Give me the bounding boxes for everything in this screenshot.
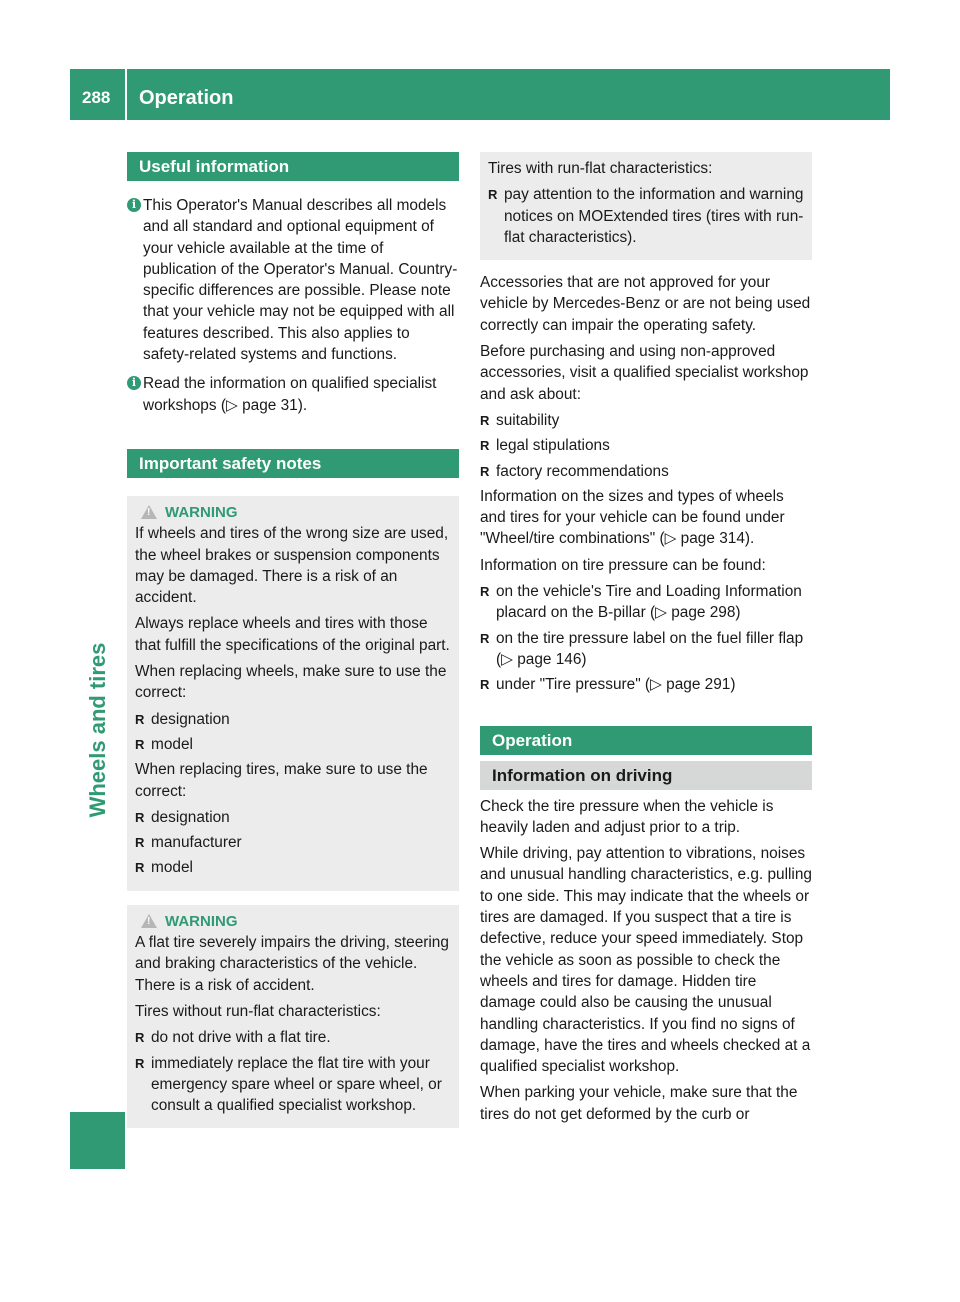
info-icon: i <box>127 376 141 390</box>
side-tab-marker <box>70 1112 125 1169</box>
list-item: R do not drive with a flat tire. <box>135 1027 451 1048</box>
wheel-sizes-paragraph: Information on the sizes and types of wheels and tires for your vehicle can be found under "Wheel/tire combinations" (▷ page 314). <box>480 487 785 548</box>
driving-info-heading: Information on driving <box>480 761 812 790</box>
page-number: 288 <box>82 88 111 107</box>
info-note-2 <box>127 373 459 416</box>
list-item: R model <box>135 857 451 878</box>
header-divider <box>125 69 127 120</box>
warning-label: WARNING <box>165 912 238 930</box>
warning-1-p4: When replacing tires, make sure to use the correct: <box>135 761 428 800</box>
list-item: R manufacturer <box>135 832 451 853</box>
info-note-1 <box>127 195 459 365</box>
warning-box-1 <box>127 496 459 891</box>
info-note-1-text: This Operator's Manual describes all models and all standard and optional equipment of your vehicle available at the time of publication of the Operator's Manual. Country-specific differences are possible. Please note that your vehicle may not be equipped with all features described. This also applies to safety-related systems and functions. <box>143 197 458 364</box>
safety-notes-heading: Important safety notes <box>127 449 459 478</box>
operation-heading: Operation <box>480 726 812 755</box>
list-item: R suitability <box>480 410 812 431</box>
useful-info-heading: Useful information <box>127 152 459 181</box>
info-icon: i <box>127 198 141 212</box>
list-item: R under "Tire pressure" (▷ page 291) <box>480 674 812 695</box>
warning-box-2 <box>127 905 459 1129</box>
warning-2-p2: Tires without run-flat characteristics: <box>135 1002 381 1020</box>
parking-paragraph: When parking your vehicle, make sure that the tires do not get deformed by the curb or <box>480 1084 798 1123</box>
right-column <box>480 152 812 1130</box>
driving-paragraph: While driving, pay attention to vibrations, noises and unusual handling characteristics, e.g. pulling to one side. This may indicate that the wheels or tires are damaged. If you suspect that a tire is defective, reduce your speed immediately. Stop the vehicle as soon as possible to check the wheels and tires for damage. Hidden tire damage could also be causing the unusual handling characteristics. If you find no signs of damage, have the tires and wheels checked at a qualified specialist workshop. <box>480 845 812 1076</box>
list-item: R designation <box>135 709 451 730</box>
runflat-intro: Tires with run-flat characteristics: <box>488 160 713 177</box>
warning-label: WARNING <box>165 503 238 521</box>
list-item: R on the vehicle's Tire and Loading Information placard on the B-pillar (▷ page 298) <box>480 581 812 624</box>
list-item: R pay attention to the information and warning notices on MOExtended tires (tires with run-flat characteristics). <box>488 184 804 248</box>
warning-1-p3: When replacing wheels, make sure to use the correct: <box>135 663 447 702</box>
list-item: R designation <box>135 807 451 828</box>
list-item: R immediately replace the flat tire with your emergency spare wheel or spare wheel, or consult a qualified specialist workshop. <box>135 1053 451 1117</box>
tire-check-paragraph: Check the tire pressure when the vehicle is heavily laden and adjust prior to a trip. <box>480 797 774 836</box>
tire-pressure-paragraph: Information on tire pressure can be found: <box>480 556 766 574</box>
warning-1-p2: Always replace wheels and tires with those that fulfill the specifications of the original part. <box>135 615 450 654</box>
list-item: R legal stipulations <box>480 435 812 456</box>
list-item: R factory recommendations <box>480 461 812 482</box>
warning-header <box>135 502 451 523</box>
runflat-box <box>480 152 812 260</box>
warning-triangle-icon <box>141 914 157 928</box>
warning-header <box>135 911 451 932</box>
left-column <box>127 152 459 1128</box>
section-title: Operation <box>139 87 234 109</box>
warning-triangle-icon <box>141 505 157 519</box>
warning-1-p1: If wheels and tires of the wrong size are used, the wheel brakes or suspension components may be damaged. There is a risk of an accident. <box>135 525 449 607</box>
accessories-paragraph: Accessories that are not approved for your vehicle by Mercedes-Benz or are not being used correctly can impair the operating safety. <box>480 274 811 334</box>
info-note-2-text: Read the information on qualified specialist workshops (▷ page 31). <box>143 375 437 414</box>
list-item: R on the tire pressure label on the fuel filler flap (▷ page 146) <box>480 628 812 671</box>
warning-2-p1: A flat tire severely impairs the driving, steering and braking characteristics of the vehicle. There is a risk of accident. <box>135 934 449 994</box>
side-tab-label: Wheels and tires <box>85 642 110 818</box>
list-item: R model <box>135 734 451 755</box>
purchasing-paragraph: Before purchasing and using non-approved accessories, visit a qualified specialist workshop and ask about: <box>480 343 809 403</box>
